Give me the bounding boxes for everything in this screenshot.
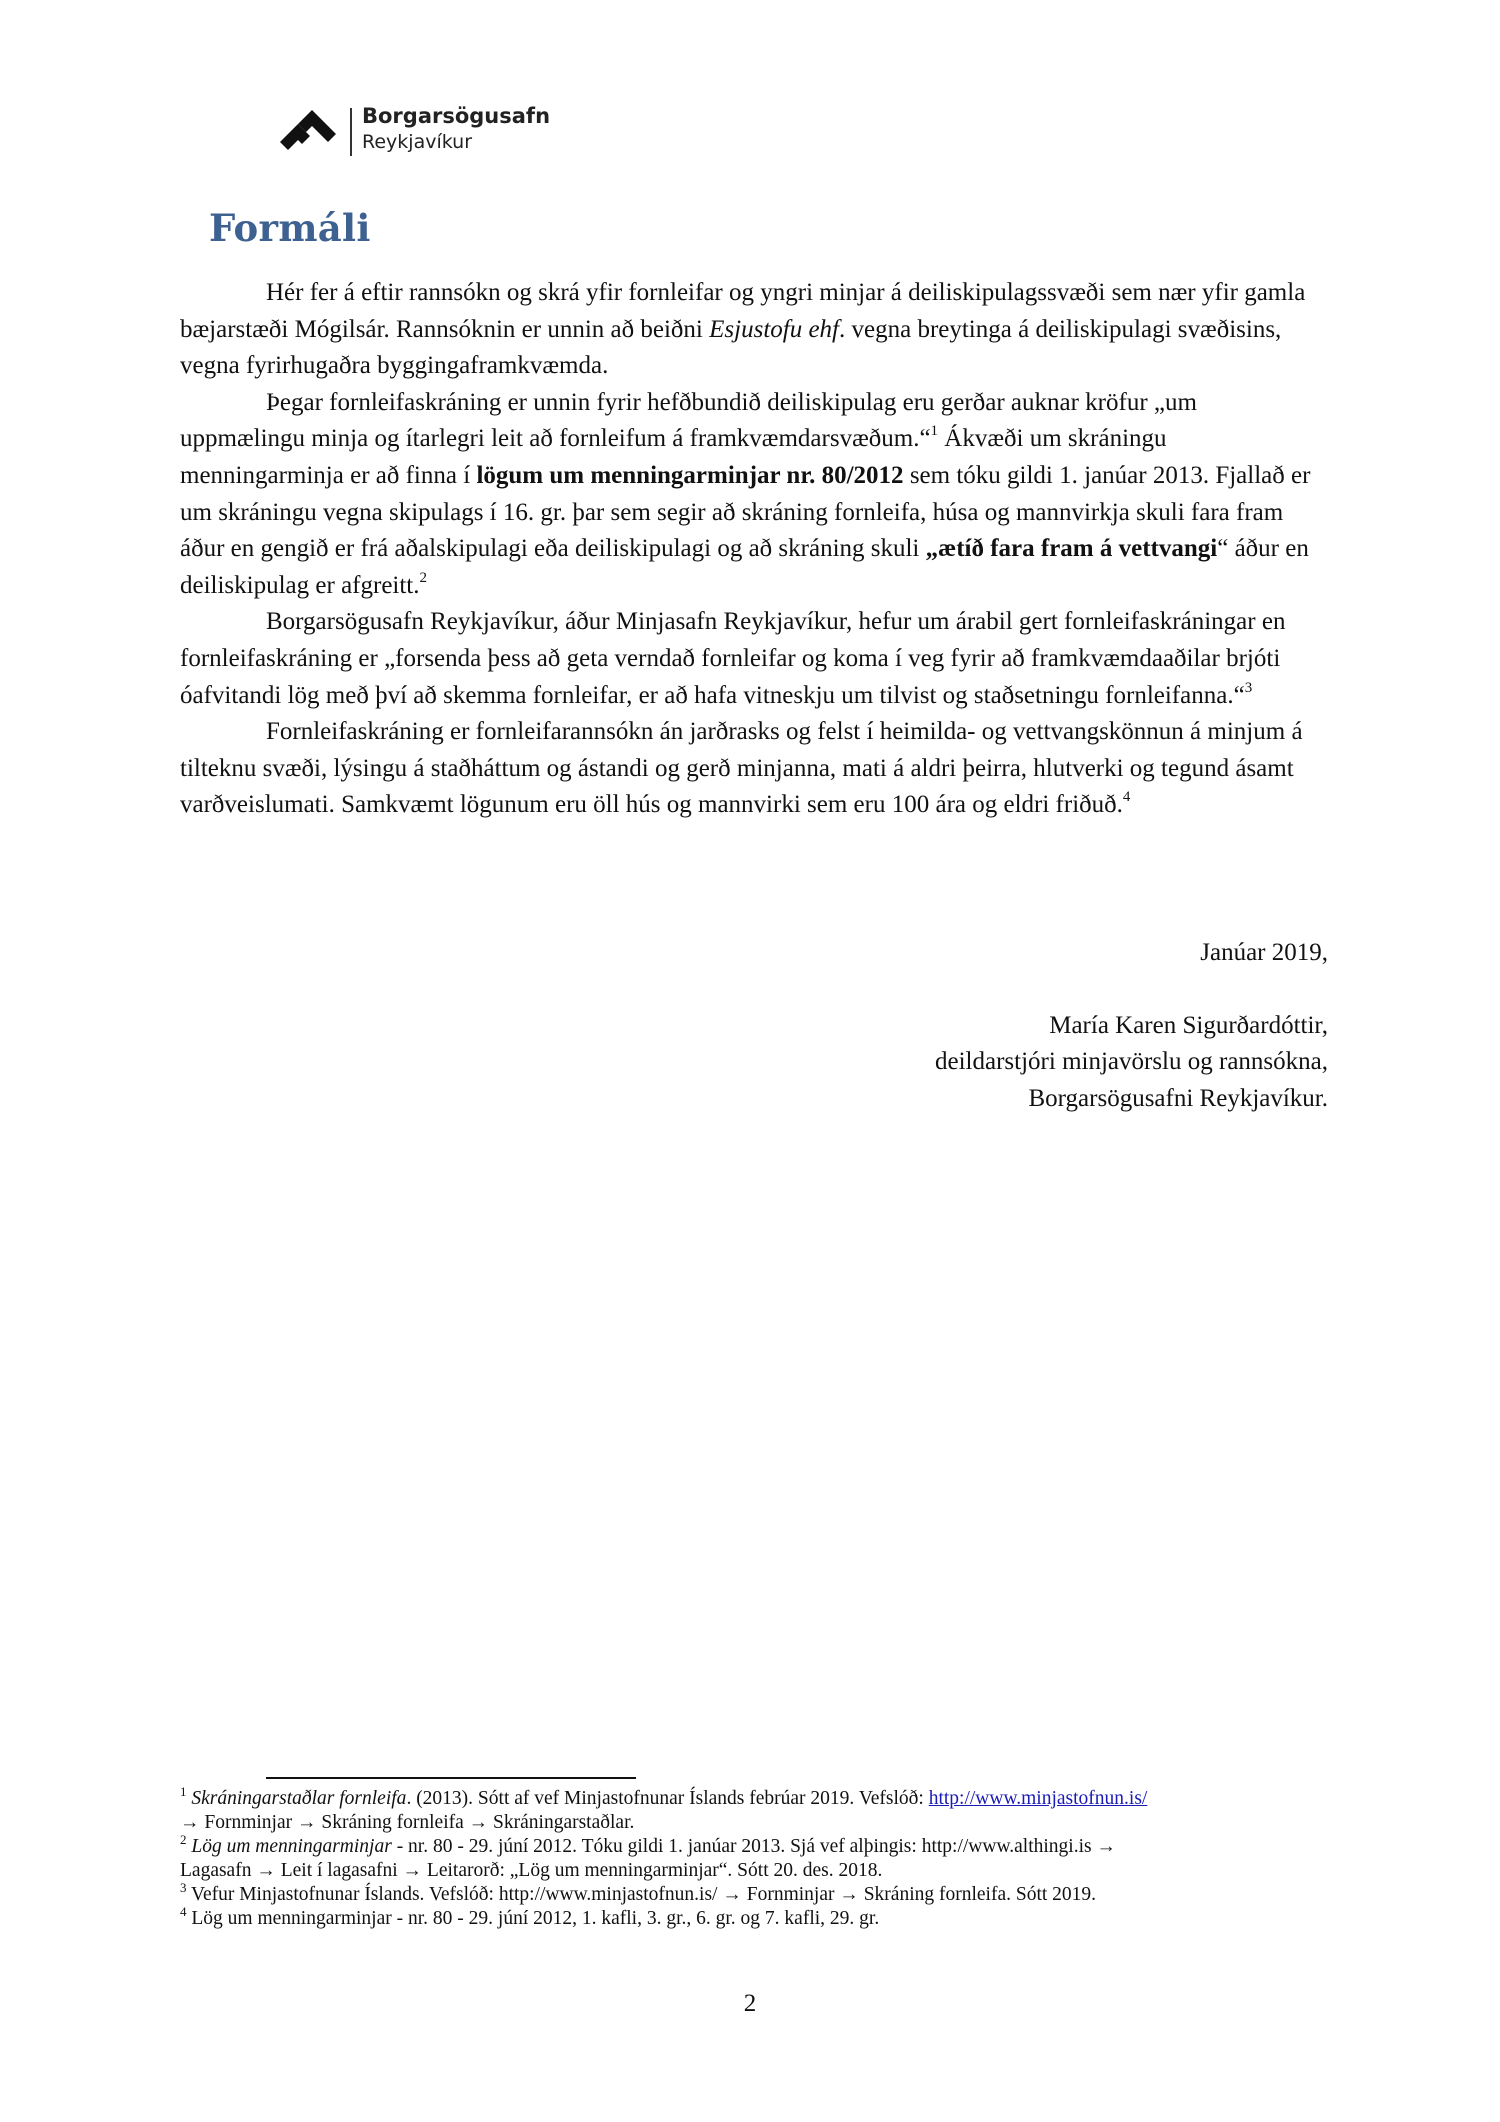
footnote-1: $^1$ Skráningarstaðlar fornleifa. (2013). Sótt af vef Minjastofnunar Íslands febrúar 2019. Vefslóð: http://www.minjastofnun.is/ → Fornminjar → Skráning fornleifa → Skráningarstaðlar. bbox=[180, 1784, 1148, 1833]
logo-divider bbox=[350, 108, 352, 156]
logo-subtitle: Reykjavíkur bbox=[362, 131, 473, 153]
signature-date: Janúar 2019, bbox=[1200, 939, 1328, 966]
footnotes bbox=[180, 1784, 1340, 1931]
footnote-3: $^3$ Vefur Minjastofnunar Íslands. Vefslóð: http://www.minjastofnun.is/ → Fornminjar → Skráning fornleifa. Sótt 2019. bbox=[180, 1880, 1097, 1905]
signature-org: Borgarsögusafni Reykjavíkur. bbox=[1028, 1084, 1328, 1112]
footnote-ref-1: 1 bbox=[930, 423, 939, 440]
footnote-ref-4: 4 bbox=[1122, 789, 1131, 806]
page-number: 2 bbox=[743, 1990, 757, 2017]
page-heading: Formáli bbox=[209, 206, 371, 250]
signature-title: deildarstjóri minjavörslu og rannsókna, bbox=[935, 1048, 1328, 1076]
body-text bbox=[180, 275, 1328, 824]
footnote-4: $^4$ Lög um menningarminjar - nr. 80 - 29. júní 2012, 1. kafli, 3. gr., 6. gr. og 7. kafli, 29. gr. bbox=[180, 1904, 880, 1929]
footnote-ref-2: 2 bbox=[419, 569, 428, 586]
footnote-2: $^2$ Lög um menningarminjar - nr. 80 - 29. júní 2012. Tóku gildi 1. janúar 2013. Sjá vef alþingis: http://www.althingi.is → Lagasafn → Leit í lagasafni → Leitarorð: „Lög um menningarminjar“. Sótt 20. des. 2018. bbox=[180, 1832, 1116, 1881]
paragraph-1: Hér fer á eftir rannsókn og skrá yfir fornleifar og yngri minjar á deiliskipulagssvæði sem nær yfir gamla bæjarstæði Mógilsár. Rannsóknin er unnin að beiðni Esjustofu ehf. vegna breytinga á deiliskipulagi svæðisins, vegna fyrirhugaðra byggingaframkvæmda. bbox=[180, 279, 1306, 380]
signature-block bbox=[935, 935, 1328, 1117]
chevron-up-mark-icon bbox=[278, 106, 338, 156]
logo-name: Borgarsögusafn bbox=[362, 104, 551, 128]
footnote-separator bbox=[266, 1777, 636, 1779]
footnote-ref-3: 3 bbox=[1244, 679, 1253, 696]
paragraph-3: Borgarsögusafn Reykjavíkur, áður Minjasafn Reykjavíkur, hefur um árabil gert fornleifaskráningar en fornleifaskráning er „forsenda þess að geta verndað fornleifar og koma í veg fyrir að framkvæmdaaðilar brjóti óafvitandi lög með því að skemma fornleifar, er að hafa vitneskju um tilvist og staðsetningu fornleifanna.“$^3$ bbox=[180, 608, 1286, 709]
paragraph-2: Þegar fornleifaskráning er unnin fyrir hefðbundið deiliskipulag eru gerðar auknar kröfur „um uppmælingu minja og ítarlegri leit að fornleifum á framkvæmdarsvæðum.“$^1$ Ákvæði um skráningu menningarminja er að finna í lögum um menningarminjar nr. 80/2012 sem tóku gildi 1. janúar 2013. Fjallað er um skráningu vegna skipulags í 16. gr. þar sem segir að skráning fornleifa, húsa og mannvirkja skuli fara fram áður en gengið er frá aðalskipulagi eða deiliskipulagi og að skráning skuli „ætíð fara fram á vettvangi“ áður en deiliskipulag er afgreitt.$^2$ bbox=[180, 388, 1311, 599]
minjastofnun-link[interactable]: http://www.minjastofnun.is/ bbox=[928, 1788, 1148, 1809]
signature-name: María Karen Sigurðardóttir, bbox=[1049, 1011, 1328, 1039]
paragraph-4: Fornleifaskráning er fornleifarannsókn án jarðrasks og felst í heimilda- og vettvangskönnun á minjum á tilteknu svæði, lýsingu á staðháttum og ástandi og gerð minjanna, mati á aldri þeirra, hlutverki og tegund ásamt varðveislumati. Samkvæmt lögunum eru öll hús og mannvirki sem eru 100 ára og eldri friðuð.$^4$ bbox=[180, 718, 1303, 819]
